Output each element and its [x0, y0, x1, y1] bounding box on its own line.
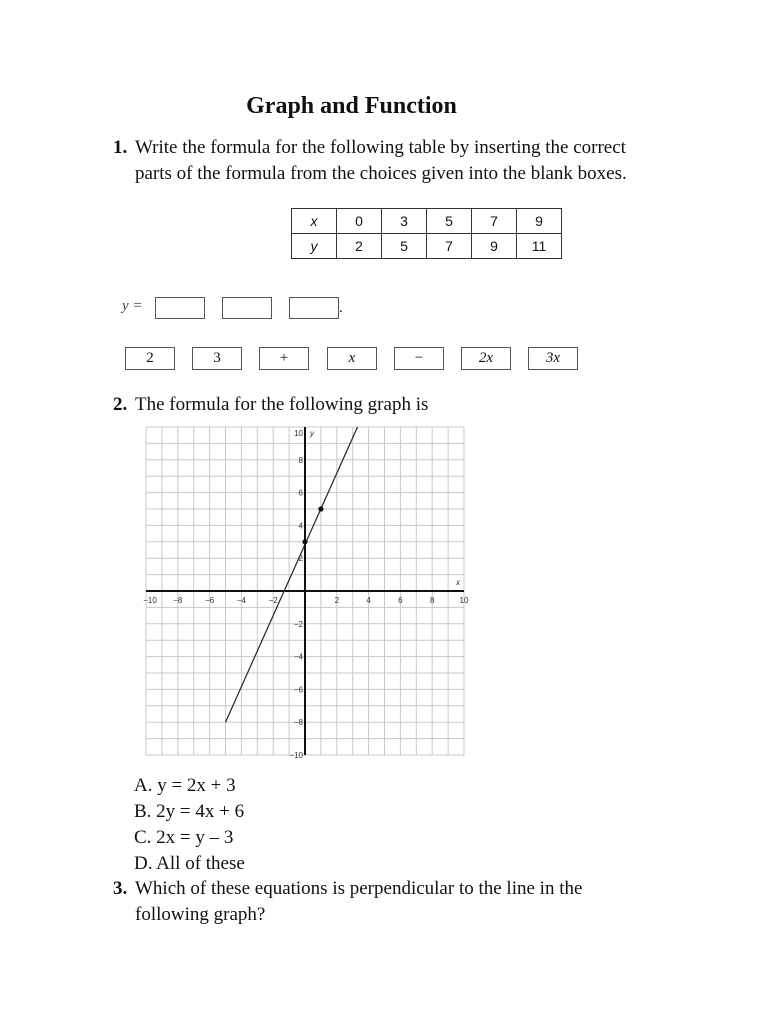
- graph-point: [302, 539, 307, 544]
- x-tick-label: −2: [268, 596, 278, 605]
- y-tick-label: 8: [298, 455, 303, 465]
- x-tick-label: 2: [334, 596, 340, 605]
- table-cell: 7: [472, 209, 517, 234]
- choice-minus[interactable]: −: [394, 347, 444, 370]
- question-1-line-1: Write the formula for the following table by inserting the correct: [135, 137, 626, 158]
- question-1-text: [135, 135, 627, 187]
- x-tick-label: −8: [173, 596, 183, 605]
- y-tick-label: −8: [293, 718, 303, 728]
- question-2-number: 2.: [113, 394, 128, 415]
- question-3-text: [135, 876, 582, 928]
- table-cell: 5: [382, 234, 427, 259]
- x-tick-label: −6: [205, 596, 215, 605]
- table-cell: 0: [337, 209, 382, 234]
- table-cell: 3: [382, 209, 427, 234]
- table-cell: 11: [517, 234, 562, 259]
- table-cell: 7: [427, 234, 472, 259]
- choice-2[interactable]: 2: [125, 347, 175, 370]
- question-2-text: The formula for the following graph is: [135, 394, 429, 415]
- y-tick-label: 10: [294, 429, 303, 438]
- xy-table: [291, 208, 562, 259]
- table-cell: 2: [337, 234, 382, 259]
- x-axis-label: x: [456, 578, 460, 587]
- option-c[interactable]: C. 2x = y – 3: [134, 827, 234, 848]
- formula-period: .: [339, 300, 343, 316]
- question-3-line-1: Which of these equations is perpendicular to the line in the: [135, 878, 583, 899]
- table-cell: 5: [427, 209, 472, 234]
- option-a[interactable]: A. y = 2x + 3: [134, 775, 236, 796]
- table-header-x: x: [292, 209, 337, 234]
- graph-point: [318, 506, 323, 511]
- y-equals-label: y =: [122, 298, 143, 314]
- question-3-line-2: following graph?: [135, 904, 266, 925]
- y-axis-label: y: [310, 429, 314, 438]
- x-tick-label: 4: [366, 596, 371, 605]
- y-tick-label: 2: [298, 554, 303, 564]
- page-title: Graph and Function: [246, 93, 457, 119]
- question-1-line-2: parts of the formula from the choices given into the blank boxes.: [135, 163, 627, 184]
- y-tick-label: −6: [293, 685, 303, 695]
- y-tick-label: 4: [298, 521, 303, 531]
- coordinate-graph: [143, 427, 469, 760]
- choice-x[interactable]: x: [327, 347, 377, 370]
- option-d[interactable]: D. All of these: [134, 853, 245, 874]
- y-tick-label: −4: [293, 652, 303, 662]
- choice-3x[interactable]: 3x: [528, 347, 578, 370]
- y-tick-label: −2: [293, 619, 303, 629]
- x-tick-label: 8: [429, 596, 435, 605]
- x-tick-label: 6: [398, 596, 403, 605]
- y-tick-label: 6: [298, 488, 303, 498]
- question-1-number: 1.: [113, 137, 128, 158]
- x-tick-label: −10: [143, 596, 157, 605]
- x-tick-label: −4: [236, 596, 246, 605]
- choice-plus[interactable]: +: [259, 347, 309, 370]
- table-row-y: [292, 234, 562, 259]
- question-3-number: 3.: [113, 878, 128, 899]
- choice-2x[interactable]: 2x: [461, 347, 511, 370]
- table-cell: 9: [472, 234, 517, 259]
- table-header-y: y: [292, 234, 337, 259]
- table-row-x: [292, 209, 562, 234]
- option-b[interactable]: B. 2y = 4x + 6: [134, 801, 245, 822]
- table-cell: 9: [517, 209, 562, 234]
- choice-3[interactable]: 3: [192, 347, 242, 370]
- answer-blank-3[interactable]: [289, 297, 339, 319]
- answer-blank-2[interactable]: [222, 297, 272, 319]
- graph-tick-labels: [143, 429, 469, 760]
- answer-blank-1[interactable]: [155, 297, 205, 319]
- x-tick-label: 10: [459, 596, 469, 605]
- y-tick-label: −10: [289, 751, 303, 760]
